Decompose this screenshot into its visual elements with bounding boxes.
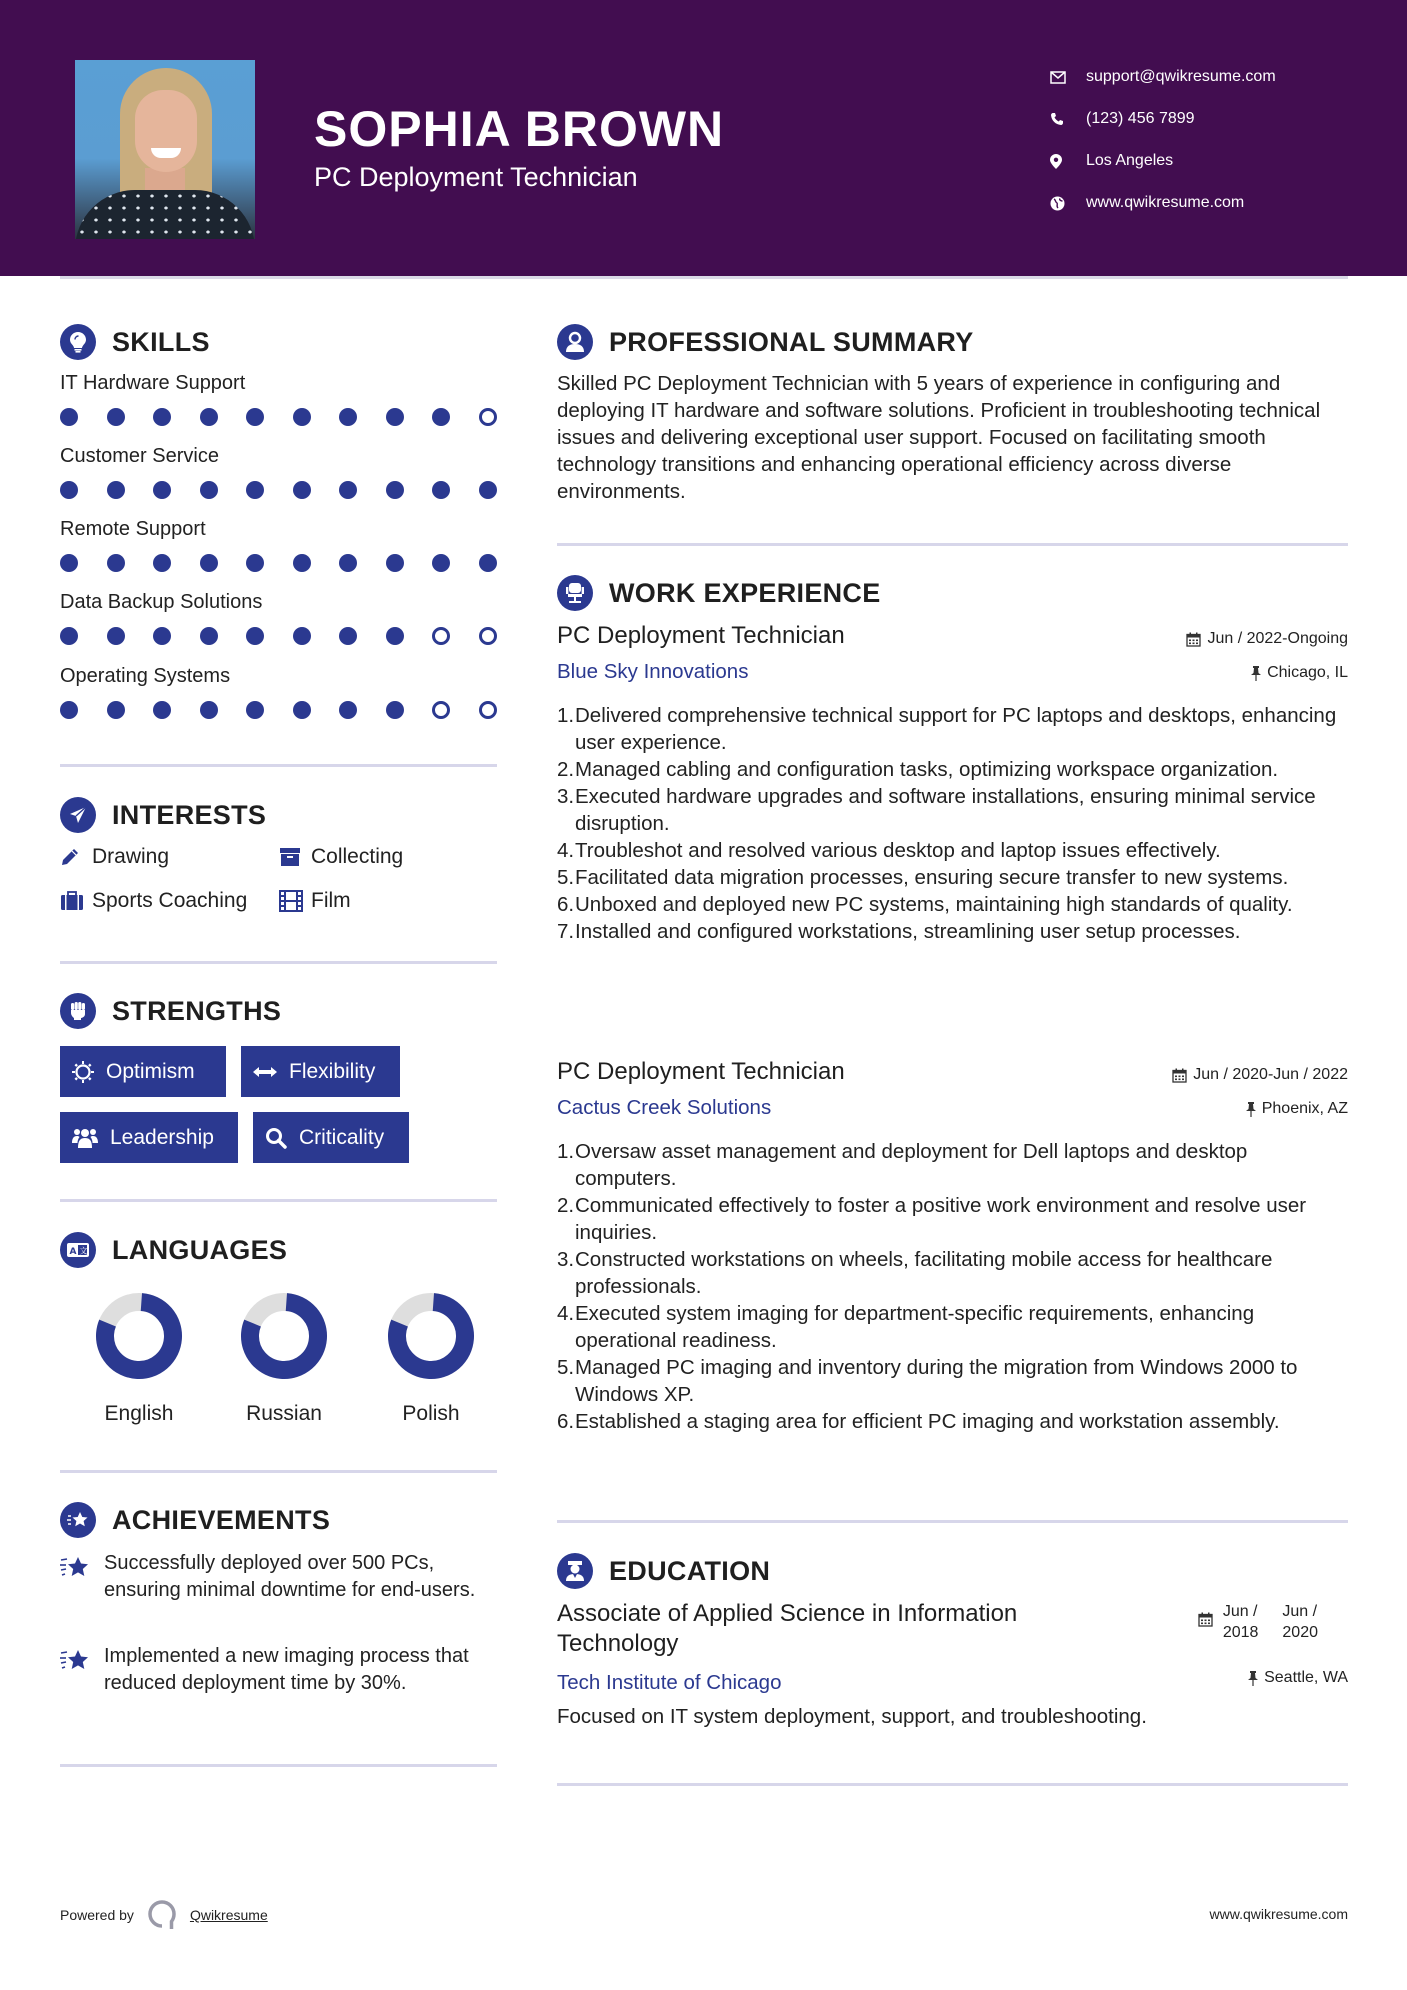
rating-dot-filled bbox=[293, 627, 311, 645]
skill-rating bbox=[60, 627, 497, 645]
job-role: PC Deployment Technician bbox=[557, 622, 845, 649]
rating-dot-filled bbox=[200, 481, 218, 499]
language-proficiency-donut bbox=[96, 1293, 182, 1379]
archive-box-icon bbox=[279, 847, 311, 867]
candidate-name: SOPHIA BROWN bbox=[314, 101, 725, 157]
education-entry bbox=[557, 1599, 1348, 1729]
contact-location: Los Angeles bbox=[1050, 140, 1276, 182]
users-icon bbox=[72, 1127, 98, 1149]
arrows-horizontal-icon bbox=[253, 1066, 277, 1078]
rating-dot-filled bbox=[107, 481, 125, 499]
rating-dot-filled bbox=[339, 627, 357, 645]
contact-list bbox=[1050, 56, 1276, 224]
rating-dot-filled bbox=[386, 408, 404, 426]
skill-label: Remote Support bbox=[60, 518, 206, 540]
strength-chip: Flexibility bbox=[241, 1046, 400, 1097]
job-bullet: 7. Installed and configured workstations, streamlining user setup processes. bbox=[557, 920, 1241, 943]
calendar-icon bbox=[1198, 1612, 1213, 1633]
rating-dot-filled bbox=[107, 627, 125, 645]
map-marker-icon bbox=[1050, 154, 1086, 169]
rating-dot-filled bbox=[153, 627, 171, 645]
rating-dot-filled bbox=[339, 481, 357, 499]
pushpin-icon bbox=[1251, 666, 1261, 681]
job-bullets bbox=[557, 1138, 1348, 1435]
language-icon bbox=[60, 1232, 96, 1268]
rating-dot-filled bbox=[246, 627, 264, 645]
suitcase-icon bbox=[60, 891, 92, 911]
job-bullet: 5. Facilitated data migration processes, ensuring secure transfer to new systems. bbox=[557, 866, 1289, 889]
job-role: PC Deployment Technician bbox=[557, 1058, 845, 1085]
job-entry bbox=[557, 622, 1348, 945]
rating-dot-filled bbox=[386, 701, 404, 719]
section-divider bbox=[60, 1199, 497, 1202]
skill-label: Customer Service bbox=[60, 445, 219, 467]
achievements-heading: ACHIEVEMENTS bbox=[60, 1502, 330, 1538]
skill-rating bbox=[60, 408, 497, 426]
rating-dot-filled bbox=[60, 408, 78, 426]
skill-label: Data Backup Solutions bbox=[60, 591, 263, 613]
job-bullet: 2. Managed cabling and configuration tasks, optimizing workspace organization. bbox=[557, 758, 1279, 781]
section-divider bbox=[60, 764, 497, 767]
rating-dot-filled bbox=[246, 554, 264, 572]
achievement-item: Implemented a new imaging process that reduced deployment time by 30%. bbox=[60, 1643, 497, 1697]
phone-icon bbox=[1050, 112, 1086, 126]
globe-icon bbox=[1050, 196, 1086, 211]
job-company: Cactus Creek Solutions bbox=[557, 1096, 772, 1119]
svg-text:A: A bbox=[69, 1247, 77, 1257]
interest-item: Drawing bbox=[60, 845, 169, 869]
experience-heading: WORK EXPERIENCE bbox=[557, 575, 881, 611]
rating-dot-filled bbox=[386, 481, 404, 499]
job-bullet: 6. Established a staging area for efficient PC imaging and workstation assembly. bbox=[557, 1410, 1280, 1433]
star-icon bbox=[60, 1643, 104, 1697]
skill-label: IT Hardware Support bbox=[60, 372, 246, 394]
pushpin-icon bbox=[1246, 1102, 1256, 1117]
rating-dot-filled bbox=[153, 701, 171, 719]
interest-item: Film bbox=[279, 889, 351, 913]
calendar-icon bbox=[1172, 1068, 1187, 1083]
strengths-heading: STRENGTHS bbox=[60, 993, 281, 1029]
education-heading: EDUCATION bbox=[557, 1553, 770, 1589]
job-entry bbox=[557, 1058, 1348, 1435]
job-bullet: 1. Oversaw asset management and deployment for Dell laptops and desktop computers. bbox=[557, 1140, 1248, 1190]
section-divider bbox=[60, 1764, 497, 1767]
job-bullet: 1. Delivered comprehensive technical support for PC laptops and desktops, enhancing user experience. bbox=[557, 704, 1337, 754]
job-bullet: 5. Managed PC imaging and inventory during the migration from Windows 2000 to Windows XP. bbox=[557, 1356, 1298, 1406]
rating-dot-filled bbox=[153, 554, 171, 572]
paper-plane-icon bbox=[60, 797, 96, 833]
resume-header bbox=[0, 0, 1407, 276]
language-item: Russian bbox=[219, 1293, 349, 1426]
rating-dot-filled bbox=[153, 481, 171, 499]
rating-dot-filled bbox=[107, 408, 125, 426]
rating-dot-filled bbox=[60, 627, 78, 645]
job-bullet: 4. Troubleshot and resolved various desktop and laptop issues effectively. bbox=[557, 839, 1221, 862]
strength-chip: Criticality bbox=[253, 1112, 409, 1163]
lightbulb-icon bbox=[60, 324, 96, 360]
pencil-icon bbox=[60, 847, 92, 867]
candidate-title: PC Deployment Technician bbox=[314, 162, 638, 192]
rating-dot-filled bbox=[60, 481, 78, 499]
search-icon bbox=[265, 1127, 287, 1149]
rating-dot-filled bbox=[386, 554, 404, 572]
rating-dot-filled bbox=[479, 554, 497, 572]
summary-heading: PROFESSIONAL SUMMARY bbox=[557, 324, 974, 360]
contact-email[interactable]: support@qwikresume.com bbox=[1050, 56, 1276, 98]
rating-dot-filled bbox=[200, 554, 218, 572]
rating-dot-empty bbox=[432, 627, 450, 645]
skill-rating bbox=[60, 481, 497, 499]
contact-phone[interactable]: (123) 456 7899 bbox=[1050, 98, 1276, 140]
language-proficiency-donut bbox=[388, 1293, 474, 1379]
rating-dot-empty bbox=[479, 627, 497, 645]
job-dates: Jun / 2020-Jun / 2022 bbox=[1172, 1066, 1348, 1084]
rating-dot-filled bbox=[293, 481, 311, 499]
envelope-icon bbox=[1050, 71, 1086, 84]
calendar-icon bbox=[1186, 632, 1201, 647]
rating-dot-filled bbox=[293, 701, 311, 719]
qwikresume-logo-icon bbox=[148, 1900, 176, 1930]
job-bullet: 3. Constructed workstations on wheels, facilitating mobile access for healthcare professionals. bbox=[557, 1248, 1273, 1298]
skill-label: Operating Systems bbox=[60, 665, 231, 687]
rating-dot-filled bbox=[60, 701, 78, 719]
section-divider bbox=[557, 543, 1348, 546]
job-bullet: 6. Unboxed and deployed new PC systems, maintaining high standards of quality. bbox=[557, 893, 1293, 916]
rating-dot-filled bbox=[432, 408, 450, 426]
education-description: Focused on IT system deployment, support, and troubleshooting. bbox=[557, 1705, 1147, 1728]
profile-photo bbox=[75, 60, 255, 239]
rating-dot-filled bbox=[339, 408, 357, 426]
job-bullet: 3. Executed hardware upgrades and software installations, ensuring minimal service disruption. bbox=[557, 785, 1316, 835]
header-divider bbox=[60, 276, 1348, 279]
language-proficiency-donut bbox=[241, 1293, 327, 1379]
strength-chip: Optimism bbox=[60, 1046, 226, 1097]
rating-dot-filled bbox=[200, 408, 218, 426]
rating-dot-empty bbox=[432, 701, 450, 719]
interest-item: Collecting bbox=[279, 845, 403, 869]
education-dates: Jun / 2018 Jun / 2020 bbox=[1198, 1601, 1318, 1643]
section-divider bbox=[557, 1520, 1348, 1523]
rating-dot-filled bbox=[200, 627, 218, 645]
footer-website[interactable]: www.qwikresume.com bbox=[1209, 1906, 1348, 1922]
rating-dot-filled bbox=[153, 408, 171, 426]
user-icon bbox=[557, 324, 593, 360]
language-item: Polish bbox=[366, 1293, 496, 1426]
rating-dot-filled bbox=[107, 554, 125, 572]
achievement-item: Successfully deployed over 500 PCs, ensuring minimal downtime for end-users. bbox=[60, 1550, 497, 1604]
job-bullets bbox=[557, 702, 1348, 945]
office-chair-icon bbox=[557, 575, 593, 611]
languages-heading: A 文 LANGUAGES bbox=[60, 1232, 287, 1268]
star-icon bbox=[60, 1550, 104, 1604]
rating-dot-filled bbox=[432, 554, 450, 572]
footer-powered-by: Powered by Qwikresume bbox=[60, 1900, 268, 1930]
star-badge-icon bbox=[60, 1502, 96, 1538]
rating-dot-filled bbox=[246, 481, 264, 499]
rating-dot-filled bbox=[386, 627, 404, 645]
film-icon bbox=[279, 890, 311, 912]
rating-dot-filled bbox=[107, 701, 125, 719]
skills-heading: SKILLS bbox=[60, 324, 210, 360]
language-item: English bbox=[74, 1293, 204, 1426]
rating-dot-filled bbox=[60, 554, 78, 572]
section-divider bbox=[557, 1783, 1348, 1786]
rating-dot-filled bbox=[246, 701, 264, 719]
sun-icon bbox=[72, 1061, 94, 1083]
section-divider bbox=[60, 1470, 497, 1473]
rating-dot-empty bbox=[479, 408, 497, 426]
pushpin-icon bbox=[1248, 1671, 1258, 1686]
job-dates: Jun / 2022-Ongoing bbox=[1186, 630, 1348, 648]
interests-heading: INTERESTS bbox=[60, 797, 266, 833]
svg-text:文: 文 bbox=[79, 1246, 88, 1256]
skill-rating bbox=[60, 701, 497, 719]
job-bullet: 4. Executed system imaging for department-specific requirements, enhancing operational readiness. bbox=[557, 1302, 1255, 1352]
rating-dot-filled bbox=[246, 408, 264, 426]
rating-dot-filled bbox=[432, 481, 450, 499]
degree-title: Associate of Applied Science in Information Technology bbox=[557, 1600, 1018, 1657]
rating-dot-filled bbox=[479, 481, 497, 499]
rating-dot-filled bbox=[200, 701, 218, 719]
job-bullet: 2. Communicated effectively to foster a positive work environment and resolve user inquiries. bbox=[557, 1194, 1307, 1244]
summary-text: Skilled PC Deployment Technician with 5 years of experience in configuring and deploying IT hardware and software solutions. Proficient in troubleshooting technical issues and delivering exceptional user support. Focused on facilitating smooth technology transitions and enhancing operational efficiency across diverse environments. bbox=[557, 372, 1321, 503]
graduate-icon bbox=[557, 1553, 593, 1589]
job-location: Chicago, IL bbox=[1251, 664, 1348, 682]
rating-dot-filled bbox=[293, 554, 311, 572]
job-location: Phoenix, AZ bbox=[1246, 1100, 1348, 1118]
job-company: Blue Sky Innovations bbox=[557, 660, 749, 683]
interest-item: Sports Coaching bbox=[60, 889, 247, 913]
rating-dot-filled bbox=[293, 408, 311, 426]
rating-dot-filled bbox=[339, 701, 357, 719]
qwikresume-link[interactable]: Qwikresume bbox=[189, 1907, 268, 1923]
rating-dot-filled bbox=[339, 554, 357, 572]
fist-icon bbox=[60, 993, 96, 1029]
rating-dot-empty bbox=[479, 701, 497, 719]
strength-chip: Leadership bbox=[60, 1112, 238, 1163]
education-location: Seattle, WA bbox=[1248, 1669, 1348, 1687]
contact-website[interactable]: www.qwikresume.com bbox=[1050, 182, 1276, 224]
section-divider bbox=[60, 961, 497, 964]
school-name: Tech Institute of Chicago bbox=[557, 1671, 782, 1694]
skill-rating bbox=[60, 554, 497, 572]
